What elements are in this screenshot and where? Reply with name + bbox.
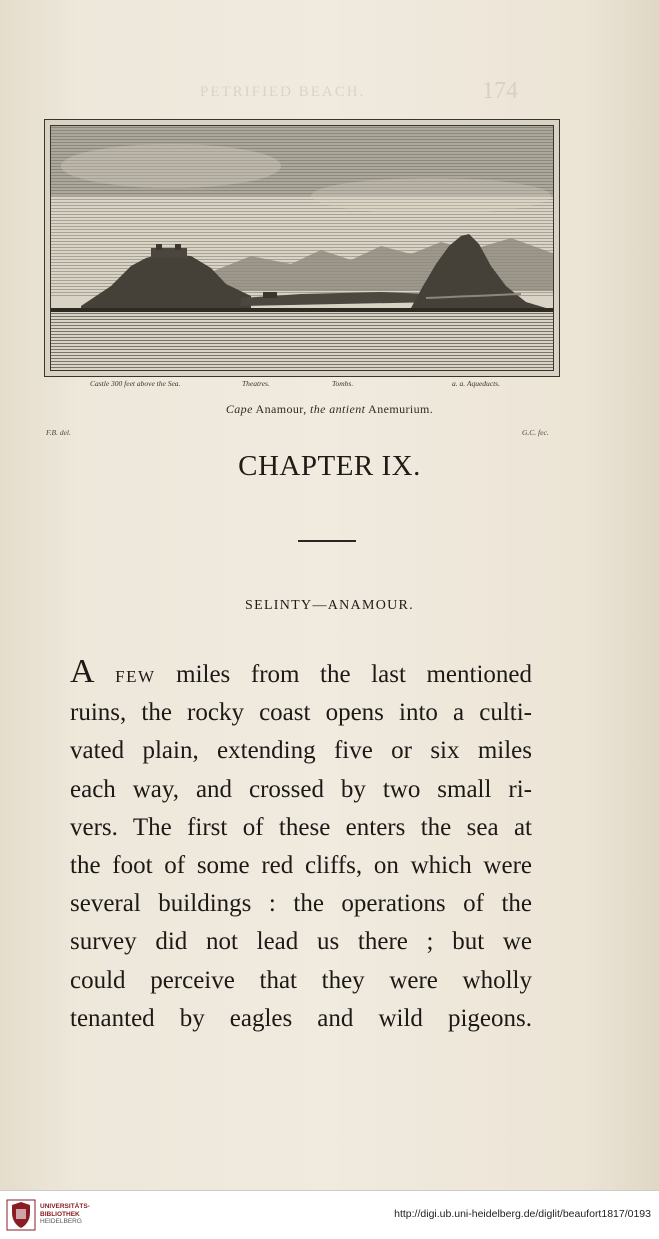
engraving-image [50, 125, 554, 371]
coastal-landscape-engraving [51, 126, 554, 371]
body-paragraph [70, 653, 532, 1038]
text-line: each way, and crossed by two small ri- [70, 775, 532, 803]
text-line: vated plain, extending five or six miles [70, 737, 532, 765]
text-line-content: miles from the last mentioned [155, 661, 532, 688]
drop-capital: A [70, 653, 95, 690]
caption-castle: Castle 300 feet above the Sea. [90, 379, 181, 388]
text-line [70, 653, 532, 694]
source-url-link[interactable]: http://digi.ub.uni-heidelberg.de/diglit/beaufort1817/0193 [394, 1208, 651, 1220]
text-line: could perceive that they were wholly [70, 966, 532, 994]
chapter-subtitle: SELINTY—ANAMOUR. [245, 598, 414, 613]
plate-title-end: Anemurium. [368, 402, 434, 416]
plate-title-prefix: Cape [225, 402, 253, 416]
chapter-heading: CHAPTER IX. [238, 450, 421, 482]
library-name [40, 1203, 90, 1226]
library-name-line1: UNIVERSITÄTS- [40, 1203, 90, 1210]
caption-tombs: Tombs. [332, 379, 354, 388]
show-through-header: PETRIFIED BEACH. [200, 84, 366, 100]
library-name-line2: BIBLIOTHEK [40, 1210, 80, 1218]
show-through-page-number: 174 [482, 78, 518, 104]
text-line: survey did not lead us there ; but we [70, 928, 532, 956]
plate-captions [44, 379, 560, 391]
caption-aqueducts: a. a. Aqueducts. [452, 379, 500, 388]
heading-divider [298, 540, 356, 542]
engraving-plate [44, 119, 560, 377]
credit-artist: F.B. del. [46, 428, 71, 437]
text-line: ruins, the rocky coast opens into a culti- [70, 699, 532, 727]
plate-title-mid: the antient [310, 402, 366, 416]
library-footer [0, 1190, 659, 1239]
text-line: the foot of some red cliffs, on which were [70, 851, 532, 879]
small-caps-word: FEW [115, 667, 156, 686]
text-line: tenanted by eagles and wild pigeons. [70, 1004, 532, 1032]
text-line: several buildings : the operations of the [70, 890, 532, 918]
library-name-line3: HEIDELBERG [40, 1218, 82, 1225]
credit-engraver: G.C. fec. [522, 428, 549, 437]
plate-title-main: Anamour, [255, 402, 307, 416]
plate-title [0, 402, 659, 417]
caption-theatres: Theatres. [242, 379, 270, 388]
university-library-logo-icon[interactable] [6, 1199, 36, 1231]
text-line: vers. The first of these enters the sea at [70, 813, 532, 841]
